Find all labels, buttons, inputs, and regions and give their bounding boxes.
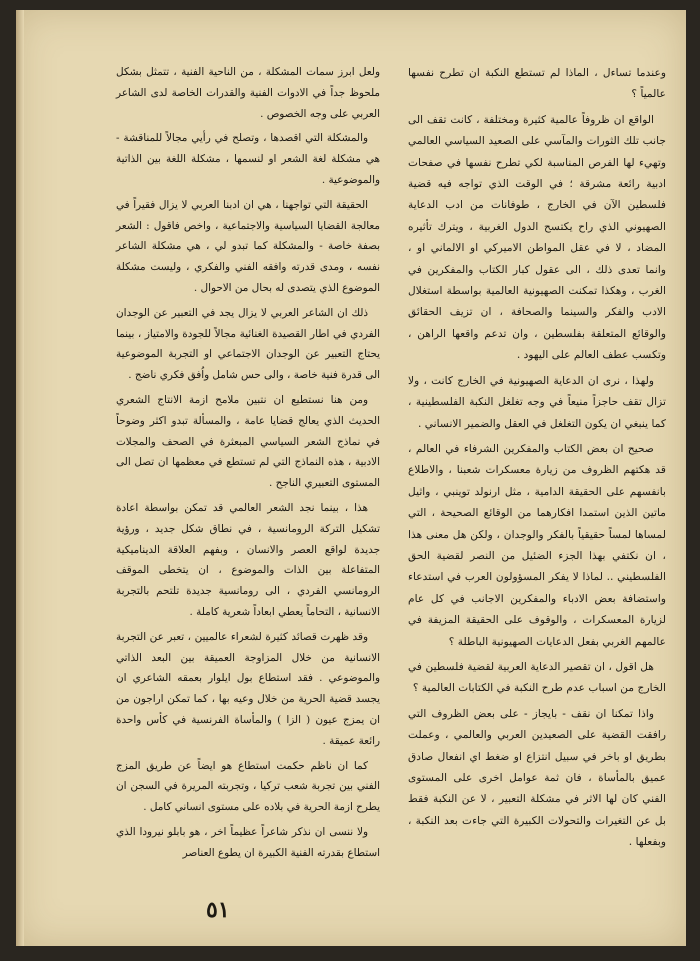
paragraph: وعندما تساءل ، الماذا لم تستطع النكبة ان تطرح نفسها عالمياً ؟ — [408, 66, 666, 101]
paragraph: هل اقول ، ان تقصير الدعاية العربية لقضية فلسطين في الخارج من اسباب عدم طرح النكبة في الكتابات العالمية ؟ — [408, 659, 666, 695]
text-column-right — [408, 62, 666, 857]
paragraph: واذا تمكنا ان نقف - بايجاز - على بعض الظروف التي رافقت القضية على الصعيدين العربي والعالمي ، وعملت بطريق او باخر في سبيل انتزاع او ضغط اي انفعال صادق عميق بالمأساة ، فان ثمة عوامل اخرى على المستوى الفني كان لها الاثر في مشكلة التعبير ، لا عن النكبة فقط بل عن التغيرات والتحولات الكبيرة التي جاءت بعد النكبة ، وبفعلها . — [408, 706, 666, 849]
paragraph: ذلك ان الشاعر العربي لا يزال يجد في التعبير عن الوجدان الفردي في اطار القصيدة الغنائية مجالاً للجودة والامتياز ، بينما يحتاج التعبير عن الوجدان الاجتماعي او التجربة الموضوعية الى قدرة فنية خاصة ، والى حس شامل واُفق فكري ناضج . — [116, 306, 380, 382]
paragraph: ومن هنا نستطيع ان نتبين ملامح ازمة الانتاج الشعري الحديث الذي يعالج قضايا عامة ، والمسألة تبدو اكثر وضوحاً في نماذج الشعر السياسي المبعثرة في الصحف والمجلات الادبية ، هذه النماذج التي لم تستطع في معظمها ان تصل الى المستوى التعبيري الناجح . — [116, 393, 380, 490]
paragraph: والمشكلة التي اقصدها ، وتصلح في رأيي مجالاً للمناقشة - هي مشكلة لغة الشعر او لنسمها ، مشكلة اللغة بين الذاتية والموضوعية . — [116, 132, 380, 186]
paragraph: ولا ننسى ان نذكر شاعراً عظيماً اخر ، هو بابلو نيرودا الذي استطاع بقدرته الفنية الكبيرة ان يطوع العناصر — [116, 825, 380, 859]
page-number: ٥١ — [206, 897, 230, 923]
book-page — [16, 10, 686, 946]
paragraph: الحقيقة التي تواجهنا ، هي ان ادبنا العربي لا يزال فقيراً في معالجة القضايا السياسية والاجتماعية ، واخص فاقول : الشعر بصفة خاصة - والمشكلة كما تبدو لي ، هي مشكلة الشاعر نفسه ، ومدى قدرته وافقه الفني والفكري ، وليست مشكلة الموضوع الذي يتصدى له بحال من الاحوال . — [116, 198, 380, 294]
paragraph: وقد ظهرت قصائد كثيرة لشعراء عالميين ، تعبر عن التجربة الانسانية من خلال المزاوجة العميقة بين البعد الذاتي والموضوعي . فقد استطاع بول ايلوار بعمقه الشاعري ان يجسد قضية الحرية من خلال وعيه بها ، كما تمكن اراجون من ان يمزج عيون ( الزا ) والمأساة الفرنسية في كأس واحدة رائعة عميقة . — [116, 630, 380, 747]
paragraph: ولعل ابرز سمات المشكلة ، من الناحية الفنية ، تتمثل بشكل ملحوظ جداً في الادوات الفنية والقدرات الخاصة لدى الشاعر العربي على وجه الخصوص . — [116, 66, 380, 120]
text-column-left — [116, 62, 380, 867]
paragraph: هذا ، بينما نجد الشعر العالمي قد تمكن بواسطة اعادة تشكيل التركة الرومانسية ، في نطاق شكل جديد ، ورؤية جديدة لواقع العصر والانسان ، وبفهم العلاقة الديناميكية المتفاعلة بين الذات والموضوع ، ان يتخطى الموقف الرومانسي الفردي ، الى رومانسية جديدة تلتحم بالتجربة الانسانية ، التحاماً يعطي ابعاداً شعرية كاملة . — [116, 501, 380, 618]
paragraph: ولهذا ، نرى ان الدعاية الصهيونية في الخارج كانت ، ولا تزال تقف حاجزاً منيعاً في وجه تغلغل النكبة الفلسطينية ، كما ينبغي ان يكون التغلغل في العقل والضمير الانساني . — [408, 373, 666, 430]
paragraph: كما ان ناظم حكمت استطاع هو ايضاً عن طريق المزج الفني بين تجربة شعب تركيا ، وتجربته المريرة في السجن ان يطرح ازمة الحرية في بلاده على مستوى انساني كامل . — [116, 759, 380, 814]
paragraph: الواقع ان ظروفاً عالمية كثيرة ومختلفة ، كانت تقف الى جانب تلك الثورات والمآسي على الصعيد السياسي العالمي وتهيء لها الفرص المناسبة لكي تطرح نفسها في صفحات ادبية رائعة مشرقة ؛ في الوقت الذي تواجه فيه قضية فلسطين الآن في الخارج ، طوفانات من ادب الدعاية الصهيوني الذي راح يكتسح الدول الغربية ، ويترك تأثيره المضاد ، لا في عقل المواطن الاميركي او الالماني او ، وانما تعدى ذلك ، الى عقول كبار الكتاب والمفكرين في الغرب ، وهكذا تمكنت الصهيونية العالمية بواسطة استغلال الادب والفكر والسينما والصحافة ، ان تزيف الحقائق والوقائع المتعلقة بفلسطين ، وان تدعم واقعها الراهن ، وتكسب عطف العالم على اليهود . — [408, 112, 666, 362]
paragraph: صحيح ان بعض الكتاب والمفكرين الشرفاء في العالم ، قد هكتهم الظروف من زيارة معسكرات شعبنا ، والاطلاع بانفسهم على الحقيقة الدامية ، مثل ارنولد توينبي ، واثيل ماتين الذين استمدا افكارهما من الوقائع الصحيحة ، التي لمساها لمساً حقيقياً بالفكر والوجدان ، ولكن هل معنى هذا ، ان نكتفي بهذا الجزء الضئيل من النصر لقضية الحق الفلسطيني .. لماذا لا يفكر المسؤولون العرب في استدعاء واستضافة بعض الادباء والمفكرين الاجانب في كل عام لزيارة المعسكرات ، والوقوف على الحقيقة المزيفة في عالمهم الغربي بفعل الدعايات الصهيونية الباطلة ؟ — [408, 441, 666, 648]
